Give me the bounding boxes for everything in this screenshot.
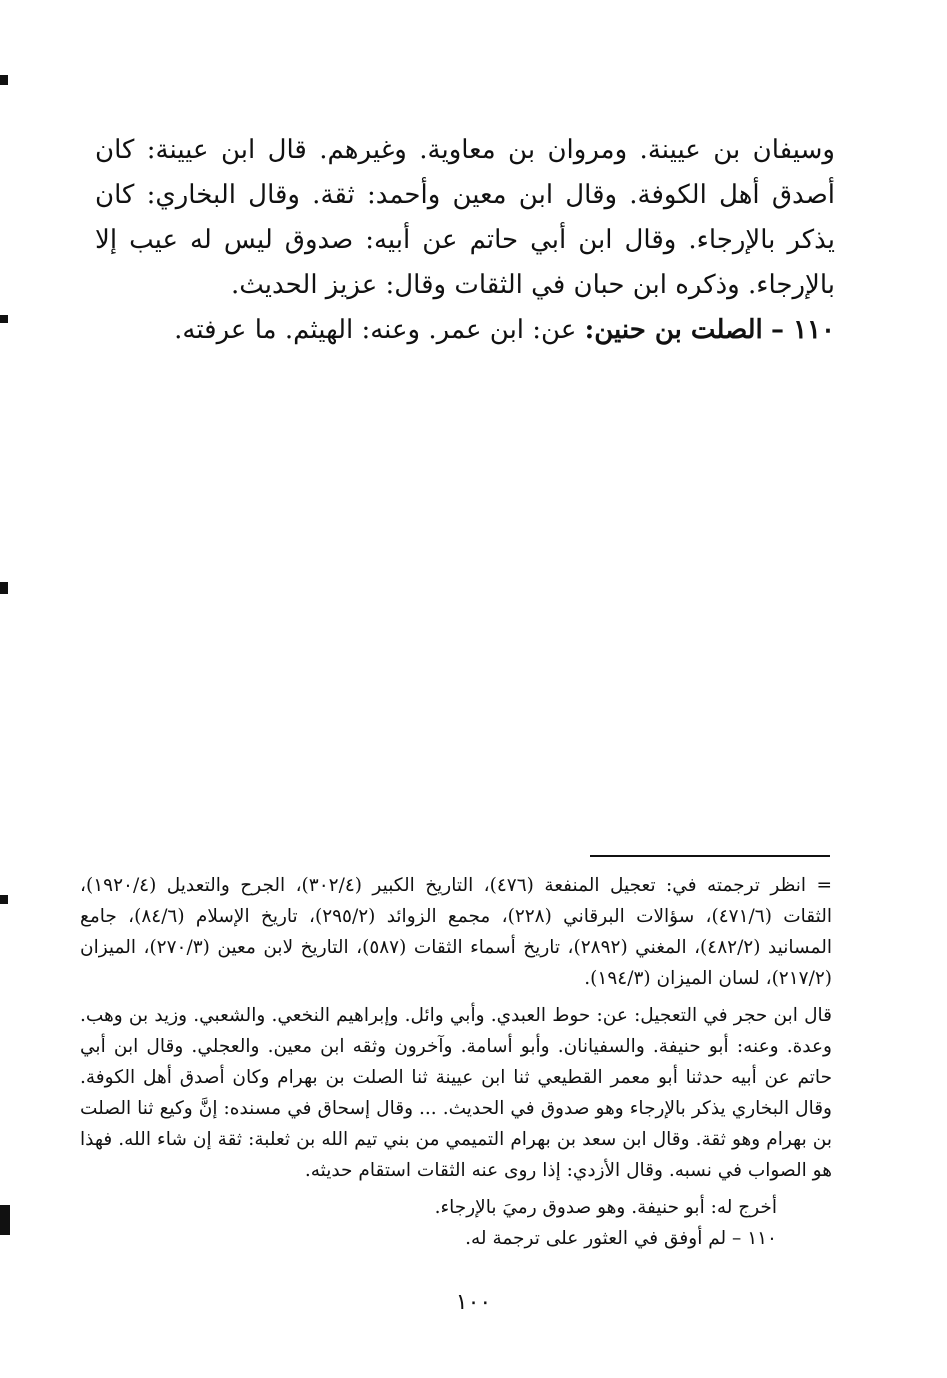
entry-number: ١١٠ – bbox=[771, 315, 835, 345]
footnotes bbox=[80, 870, 832, 1254]
main-paragraph: وسيفان بن عيينة. ومروان بن معاوية. وغيرهم. قال ابن عيينة: كان أصدق أهل الكوفة. وقال ابن معين وأحمد: ثقة. وقال البخاري: كان يذكر بالإرجاء. وقال ابن أبي حاتم عن أبيه: صدوق ليس له عيب إلا بالإرجاء. وذكره ابن حبان في الثقات وقال: عزيز الحديث. bbox=[95, 135, 835, 300]
scan-edge-mark bbox=[0, 582, 8, 594]
scan-edge-mark bbox=[0, 1205, 10, 1235]
scan-edge-mark bbox=[0, 895, 8, 904]
footnote-commentary: قال ابن حجر في التعجيل: عن: حوط العبدي. وأبي وائل. وإبراهيم النخعي. والشعبي. وزيد بن وهب. وعدة. وعنه: أبو حنيفة. والسفيانان. وأبو أسامة. وآخرون وثقه ابن معين. والعجلي. وقال ابن أبي حاتم عن أبيه حدثنا أبو معمر القطيعي ثنا ابن عيينة ثنا الصلت بن بهرام وكان أصدق أهل الكوفة. وقال البخاري يذكر بالإرجاء وهو صدوق في الحديث. ... وقال إسحاق في مسنده: إنَّ وكيع ثنا الصلت بن بهرام وهو ثقة. وقال ابن سعد بن بهرام التميمي من بني تيم الله بن ثعلبة: ثقة إن شاء الله. فهذا هو الصواب في نسبه. وقال الأزدي: إذا روى عنه الثقات استقام حديثه. bbox=[80, 1005, 832, 1181]
footnote-divider bbox=[590, 855, 830, 857]
entry-text: عن: ابن عمر. وعنه: الهيثم. ما عرفته. bbox=[174, 315, 577, 345]
entry-name: الصلت بن حنين: bbox=[584, 315, 763, 345]
footnote-sources: = انظر ترجمته في: تعجيل المنفعة (٤٧٦)، التاريخ الكبير (٣٠٢/٤)، الجرح والتعديل (١٩٢٠/٤)، الثقات (٤٧١/٦)، سؤالات البرقاني (٢٢٨)، مجمع الزوائد (٢٩٥/٢)، تاريخ الإسلام (٨٤/٦)، جامع المسانيد (٤٨٢/٢)، المغني (٢٨٩٢)، تاريخ أسماء الثقات (٥٨٧)، التاريخ لابن معين (٢٧٠/٣)، الميزان (٢١٧/٢)، لسان الميزان (١٩٤/٣). bbox=[80, 875, 833, 989]
page-number: ١٠٠ bbox=[455, 1290, 492, 1315]
main-text bbox=[95, 128, 835, 353]
footnote-line: ١١٠ – لم أوفق في العثور على ترجمة له. bbox=[465, 1228, 777, 1249]
entry-110 bbox=[95, 308, 835, 353]
scan-edge-mark bbox=[0, 75, 8, 85]
scan-edge-mark bbox=[0, 315, 8, 323]
footnote-line: أخرج له: أبو حنيفة. وهو صدوق رميَ بالإرجاء. bbox=[434, 1197, 777, 1218]
